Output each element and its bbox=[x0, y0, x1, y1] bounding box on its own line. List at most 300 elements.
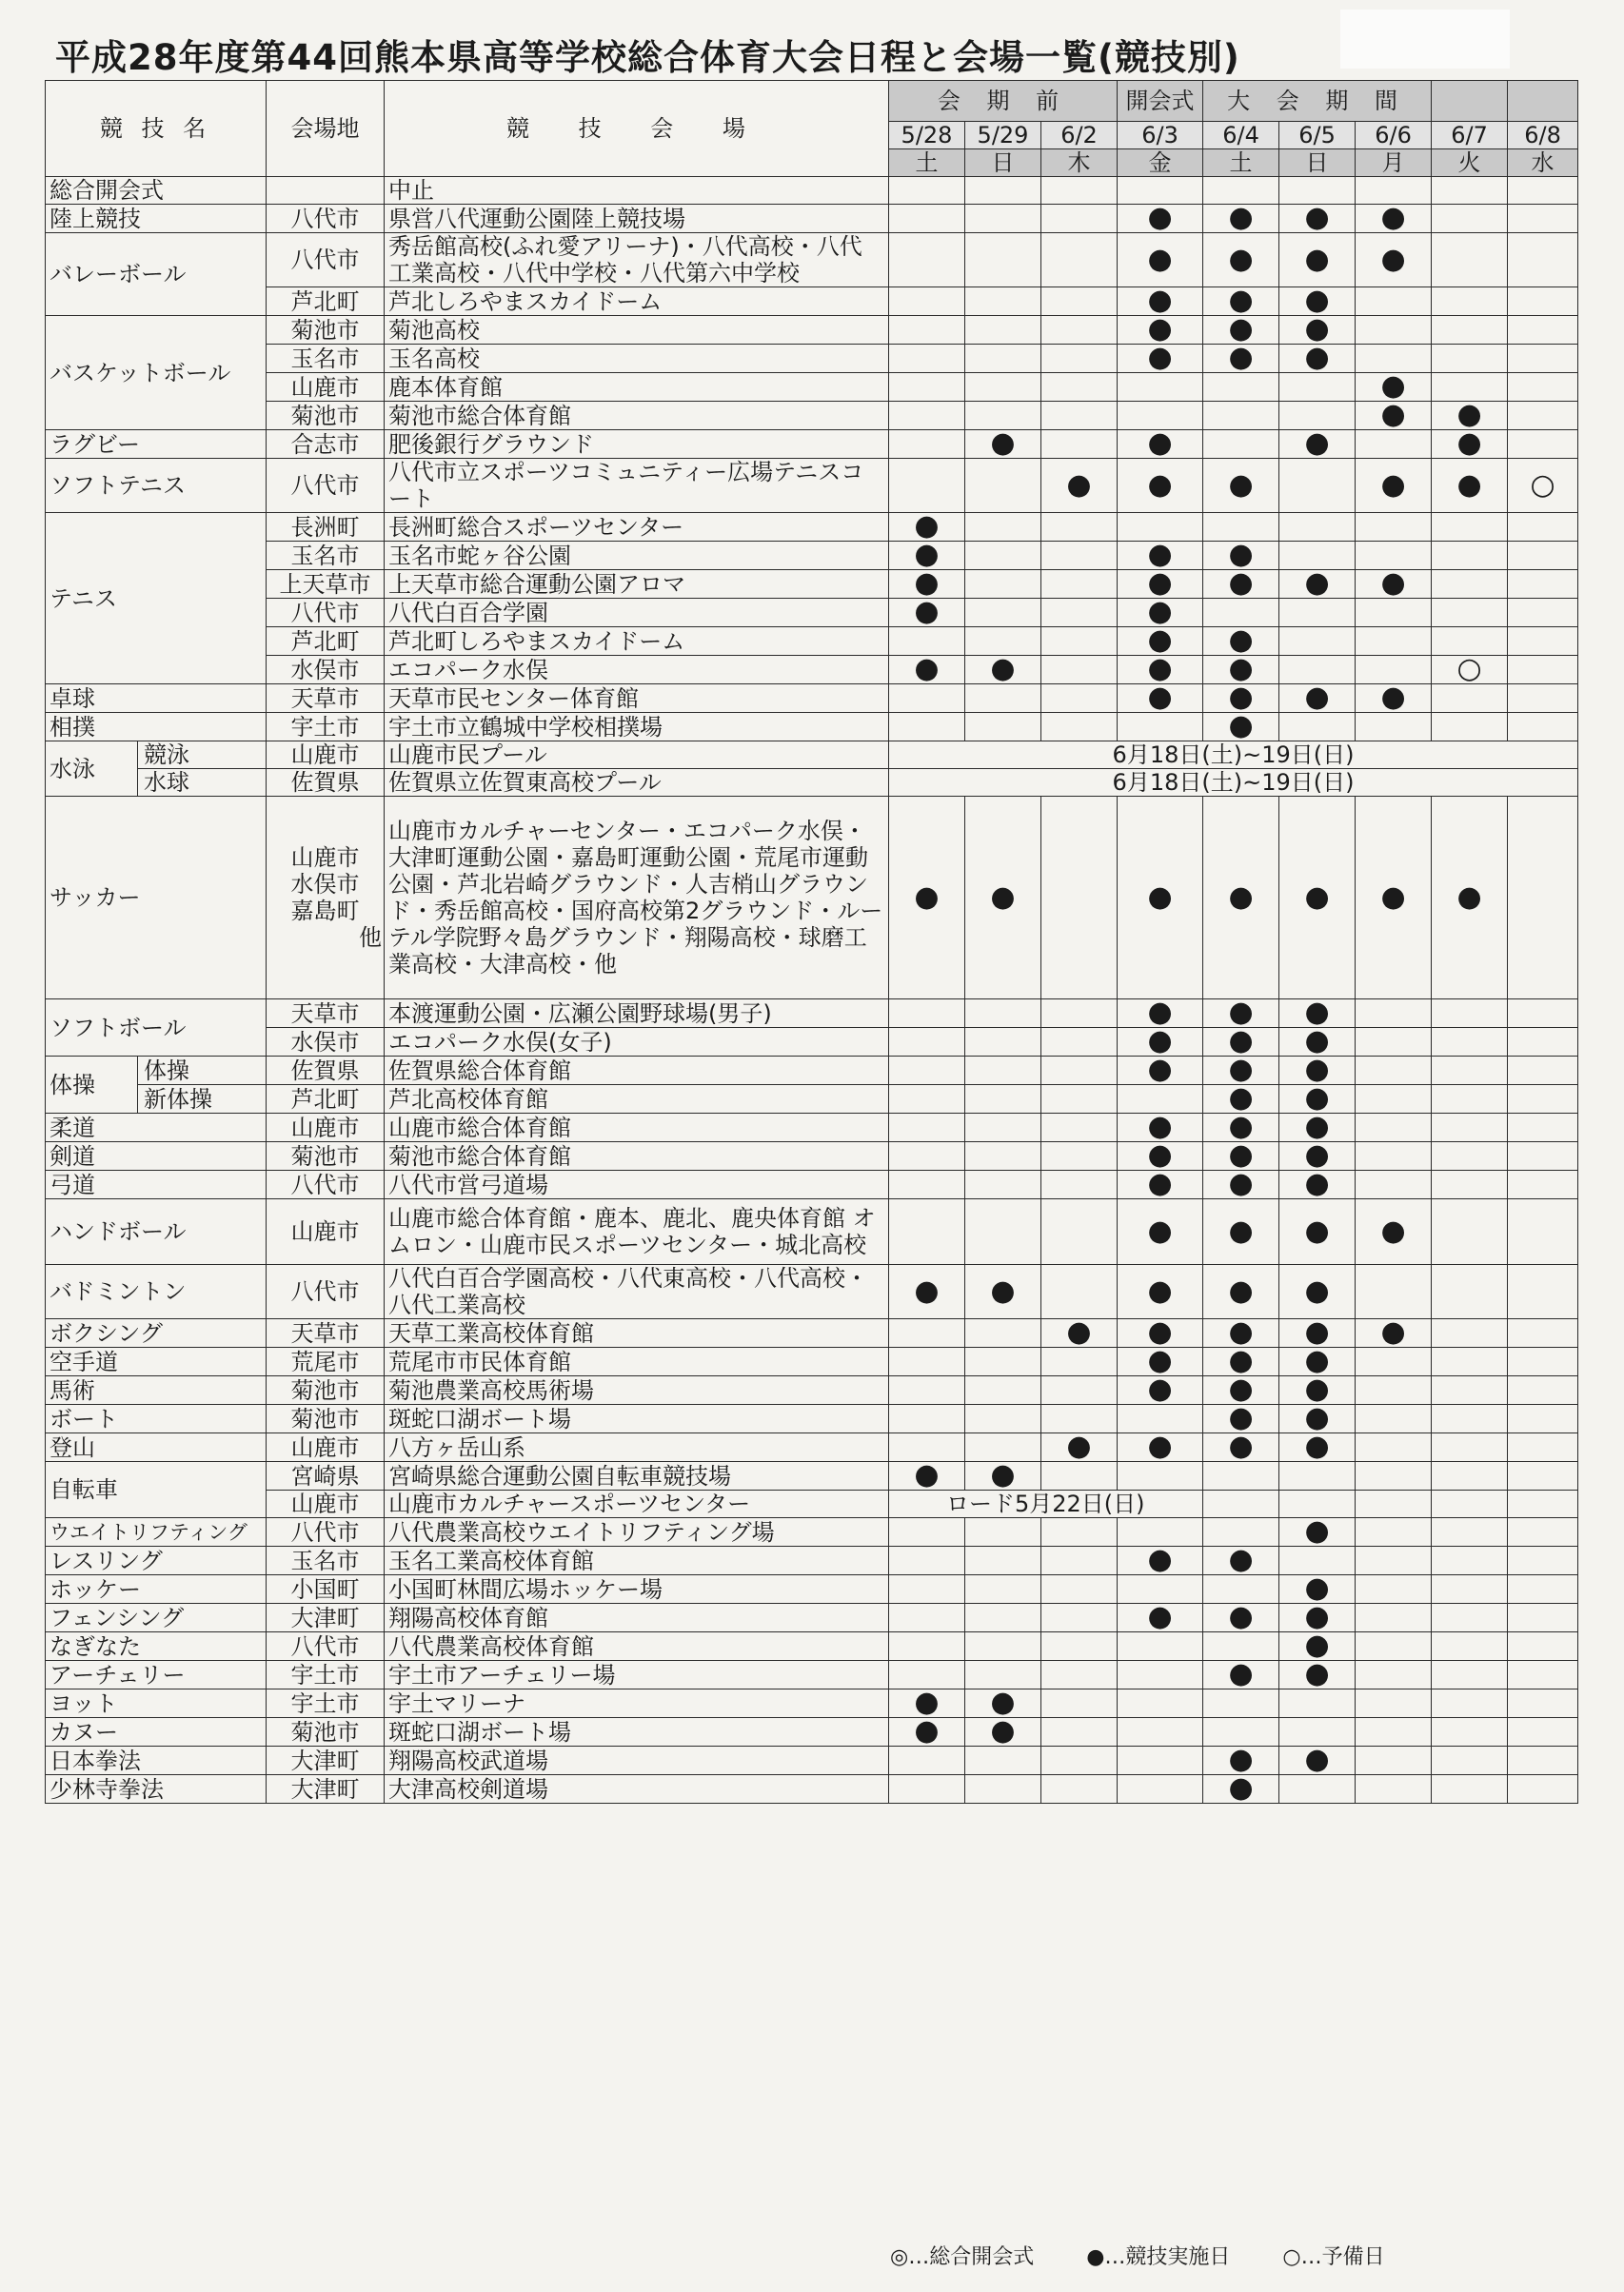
venue-name: 荒尾市市民体育館 bbox=[385, 1348, 889, 1376]
venue-name: 山鹿市カルチャーセンター・エコパーク水俣・大津町運動公園・嘉島町運動公園・荒尾市運動公園・芦北岩崎グラウンド・人吉梢山グラウンド・秀岳館高校・国府高校第2グラウンド・ルーテル学院野々島グラウンド・翔陽高校・球磨工業高校・大津高校・他 bbox=[385, 797, 889, 999]
event-name: 登山 bbox=[46, 1433, 267, 1462]
venue-location: 菊池市 bbox=[267, 1142, 385, 1171]
event-day-mark: ● bbox=[1228, 286, 1254, 316]
header-date: 6/3 bbox=[1118, 122, 1203, 149]
schedule-cell bbox=[1432, 1114, 1508, 1142]
venue-location: 長洲町 bbox=[267, 513, 385, 542]
event-day-mark: ● bbox=[990, 879, 1016, 914]
event-name: ウエイトリフティング bbox=[46, 1518, 267, 1547]
table-row bbox=[46, 627, 1578, 656]
schedule-cell bbox=[965, 1405, 1041, 1433]
schedule-cell bbox=[1203, 287, 1279, 316]
schedule-cell bbox=[1041, 1265, 1118, 1319]
schedule-cell bbox=[1041, 1462, 1118, 1491]
event-day-mark: ● bbox=[1147, 541, 1173, 570]
event-name: 自転車 bbox=[46, 1462, 267, 1518]
event-name: ヨット bbox=[46, 1689, 267, 1718]
band-main: 大 会 期 間 bbox=[1203, 81, 1432, 122]
event-name: 弓道 bbox=[46, 1171, 267, 1199]
schedule-cell bbox=[1279, 1661, 1356, 1689]
event-day-mark: ● bbox=[1304, 1432, 1330, 1462]
schedule-cell bbox=[965, 1028, 1041, 1057]
schedule-cell bbox=[1356, 599, 1432, 627]
schedule-cell bbox=[1203, 430, 1279, 459]
schedule-cell bbox=[1279, 570, 1356, 599]
schedule-cell bbox=[1118, 1604, 1203, 1632]
venue-name: 山鹿市総合体育館 bbox=[385, 1114, 889, 1142]
schedule-cell bbox=[1118, 402, 1203, 430]
schedule-cell bbox=[1508, 1689, 1578, 1718]
venue-name: 小国町林間広場ホッケー場 bbox=[385, 1575, 889, 1604]
header-date: 6/6 bbox=[1356, 122, 1432, 149]
schedule-cell bbox=[1279, 177, 1356, 205]
event-day-mark: ● bbox=[1147, 1546, 1173, 1575]
venue-location: 小国町 bbox=[267, 1575, 385, 1604]
schedule-cell bbox=[889, 713, 965, 741]
table-row bbox=[46, 570, 1578, 599]
schedule-cell bbox=[1203, 713, 1279, 741]
venue-name: 宮崎県総合運動公園自転車競技場 bbox=[385, 1462, 889, 1491]
schedule-cell bbox=[1508, 1718, 1578, 1747]
venue-location: 菊池市 bbox=[267, 402, 385, 430]
event-name: 陸上競技 bbox=[46, 205, 267, 233]
schedule-cell bbox=[1279, 402, 1356, 430]
header-day: 土 bbox=[889, 149, 965, 177]
event-day-mark: ● bbox=[1380, 569, 1406, 599]
schedule-cell bbox=[1118, 287, 1203, 316]
event-day-mark: ● bbox=[1228, 242, 1254, 276]
venue-location: 宇土市 bbox=[267, 1661, 385, 1689]
schedule-cell bbox=[1508, 627, 1578, 656]
schedule-cell bbox=[1118, 656, 1203, 684]
schedule-cell bbox=[1432, 1319, 1508, 1348]
venue-name: 八代市営弓道場 bbox=[385, 1171, 889, 1199]
schedule-cell bbox=[1432, 316, 1508, 345]
schedule-cell bbox=[1041, 1689, 1118, 1718]
header-date: 5/29 bbox=[965, 122, 1041, 149]
schedule-cell bbox=[1041, 459, 1118, 513]
event-day-mark: ● bbox=[1147, 598, 1173, 627]
schedule-cell bbox=[889, 345, 965, 373]
venue-name: 長洲町総合スポーツセンター bbox=[385, 513, 889, 542]
schedule-cell bbox=[1041, 797, 1118, 999]
schedule-cell bbox=[1356, 1171, 1432, 1199]
schedule-cell bbox=[1432, 1028, 1508, 1057]
table-row bbox=[46, 769, 1578, 797]
event-day-mark: ● bbox=[1066, 1432, 1092, 1462]
venue-location: 大津町 bbox=[267, 1747, 385, 1775]
schedule-cell bbox=[965, 1747, 1041, 1775]
venue-name: 山鹿市カルチャースポーツセンター bbox=[385, 1491, 889, 1518]
schedule-cell bbox=[1203, 1775, 1279, 1804]
event-day-mark: ● bbox=[1228, 315, 1254, 345]
legend-held: ●…競技実施日 bbox=[1086, 2245, 1231, 2269]
schedule-cell bbox=[1508, 1114, 1578, 1142]
venue-name: 宇土マリーナ bbox=[385, 1689, 889, 1718]
schedule-cell bbox=[1041, 599, 1118, 627]
schedule-cell bbox=[1118, 1747, 1203, 1775]
schedule-cell bbox=[889, 684, 965, 713]
schedule-cell bbox=[1356, 1547, 1432, 1575]
venue-location: 菊池市 bbox=[267, 1718, 385, 1747]
schedule-cell bbox=[1279, 459, 1356, 513]
schedule-cell bbox=[889, 1575, 965, 1604]
event-day-mark: ● bbox=[1147, 1141, 1173, 1171]
event-day-mark: ● bbox=[1147, 1347, 1173, 1376]
schedule-cell bbox=[1041, 1405, 1118, 1433]
schedule-cell bbox=[1279, 1142, 1356, 1171]
table-row bbox=[46, 1575, 1578, 1604]
table-row bbox=[46, 1547, 1578, 1575]
schedule-cell bbox=[965, 1689, 1041, 1718]
event-day-mark: ● bbox=[1228, 204, 1254, 233]
schedule-cell bbox=[1203, 205, 1279, 233]
header-location: 会場地 bbox=[267, 81, 385, 177]
schedule-cell bbox=[965, 1319, 1041, 1348]
schedule-cell bbox=[1432, 373, 1508, 402]
schedule-cell bbox=[1432, 684, 1508, 713]
event-name: 卓球 bbox=[46, 684, 267, 713]
event-name: 体操 bbox=[46, 1057, 138, 1113]
event-day-mark: ● bbox=[1228, 1214, 1254, 1248]
schedule-cell bbox=[1118, 1085, 1203, 1114]
event-day-mark: ● bbox=[1304, 286, 1330, 316]
schedule-cell bbox=[1356, 1405, 1432, 1433]
schedule-cell bbox=[1432, 656, 1508, 684]
venue-name: 芦北町しろやまスカイドーム bbox=[385, 627, 889, 656]
venue-name: 本渡運動公園・広瀬公園野球場(男子) bbox=[385, 999, 889, 1028]
event-subcategory: 体操 bbox=[138, 1057, 266, 1085]
venue-location: 大津町 bbox=[267, 1775, 385, 1804]
venue-location: 宇土市 bbox=[267, 1689, 385, 1718]
schedule-cell bbox=[1203, 1462, 1279, 1491]
venue-name: エコパーク水俣 bbox=[385, 656, 889, 684]
schedule-cell bbox=[1356, 1348, 1432, 1376]
schedule-cell bbox=[1203, 233, 1279, 287]
venue-location: 芦北町 bbox=[267, 627, 385, 656]
schedule-cell bbox=[1118, 1319, 1203, 1348]
schedule-cell bbox=[1118, 999, 1203, 1028]
event-day-mark: ● bbox=[1147, 429, 1173, 459]
event-day-mark: ● bbox=[1228, 1274, 1254, 1308]
schedule-cell bbox=[965, 1632, 1041, 1661]
event-day-mark: ● bbox=[990, 1717, 1016, 1747]
schedule-cell bbox=[965, 205, 1041, 233]
table-row bbox=[46, 287, 1578, 316]
venue-name: 上天草市総合運動公園アロマ bbox=[385, 570, 889, 599]
schedule-cell bbox=[1118, 627, 1203, 656]
event-day-mark: ● bbox=[1304, 1574, 1330, 1604]
table-row bbox=[46, 797, 1578, 999]
table-row bbox=[46, 1433, 1578, 1462]
venue-name: 鹿本体育館 bbox=[385, 373, 889, 402]
schedule-cell bbox=[889, 1028, 965, 1057]
event-name: ハンドボール bbox=[46, 1199, 267, 1265]
venue-location: 宇土市 bbox=[267, 713, 385, 741]
schedule-cell bbox=[1041, 402, 1118, 430]
schedule-cell bbox=[1118, 599, 1203, 627]
table-row bbox=[46, 205, 1578, 233]
schedule-cell bbox=[1041, 1433, 1118, 1462]
event-day-mark: ● bbox=[1380, 1214, 1406, 1248]
event-day-mark: ● bbox=[1304, 1631, 1330, 1661]
schedule-cell bbox=[1203, 1604, 1279, 1632]
schedule-cell bbox=[1118, 1718, 1203, 1747]
schedule-cell bbox=[1279, 1518, 1356, 1547]
schedule-cell bbox=[1279, 713, 1356, 741]
schedule-cell bbox=[1203, 1433, 1279, 1462]
schedule-cell bbox=[1508, 430, 1578, 459]
schedule-cell bbox=[1279, 1604, 1356, 1632]
schedule-cell bbox=[1041, 430, 1118, 459]
schedule-cell bbox=[1041, 233, 1118, 287]
schedule-cell bbox=[1508, 1575, 1578, 1604]
event-name: ボクシング bbox=[46, 1319, 267, 1348]
schedule-cell bbox=[1508, 1661, 1578, 1689]
venue-name: 佐賀県総合体育館 bbox=[385, 1057, 889, 1085]
schedule-cell bbox=[965, 1114, 1041, 1142]
event-name: ソフトボール bbox=[46, 999, 267, 1057]
schedule-cell bbox=[1508, 513, 1578, 542]
event-day-mark: ● bbox=[1304, 1214, 1330, 1248]
event-name: バドミントン bbox=[46, 1265, 267, 1319]
event-day-mark: ● bbox=[1304, 1056, 1330, 1085]
event-day-mark: ● bbox=[1228, 1546, 1254, 1575]
event-day-mark: ● bbox=[1380, 401, 1406, 430]
schedule-cell bbox=[965, 1348, 1041, 1376]
event-name: バレーボール bbox=[46, 233, 267, 316]
table-row bbox=[46, 684, 1578, 713]
event-day-mark: ● bbox=[1304, 1113, 1330, 1142]
event-day-mark: ● bbox=[1228, 467, 1254, 502]
event-day-mark: ● bbox=[1147, 467, 1173, 502]
schedule-cell bbox=[1041, 1319, 1118, 1348]
schedule-cell bbox=[1118, 1028, 1203, 1057]
header-venue: 競 技 会 場 bbox=[385, 81, 889, 177]
event-day-mark: ● bbox=[1304, 1084, 1330, 1114]
schedule-cell bbox=[1432, 1575, 1508, 1604]
schedule-cell bbox=[1356, 233, 1432, 287]
schedule-cell bbox=[1041, 713, 1118, 741]
schedule-cell bbox=[1432, 430, 1508, 459]
schedule-cell bbox=[1118, 1199, 1203, 1265]
table-row bbox=[46, 1689, 1578, 1718]
schedule-cell bbox=[1279, 627, 1356, 656]
schedule-table bbox=[45, 80, 1578, 1804]
event-name: ソフトテニス bbox=[46, 459, 267, 513]
venue-name: 山鹿市総合体育館・鹿本、鹿北、鹿央体育館 オムロン・山鹿市民スポーツセンター・城北高校 bbox=[385, 1199, 889, 1265]
venue-name: エコパーク水俣(女子) bbox=[385, 1028, 889, 1057]
schedule-cell bbox=[1203, 1171, 1279, 1199]
schedule-cell bbox=[1279, 1057, 1356, 1085]
schedule-cell bbox=[1508, 177, 1578, 205]
schedule-cell bbox=[1118, 542, 1203, 570]
event-day-mark: ● bbox=[1147, 1603, 1173, 1632]
venue-name: 八代農業高校ウエイトリフティング場 bbox=[385, 1518, 889, 1547]
event-day-mark: ● bbox=[1456, 467, 1482, 502]
event-day-mark: ● bbox=[1304, 1404, 1330, 1433]
event-day-mark: ● bbox=[1147, 1170, 1173, 1199]
schedule-cell bbox=[889, 430, 965, 459]
venue-location bbox=[267, 177, 385, 205]
schedule-cell bbox=[1279, 1405, 1356, 1433]
event-day-mark: ● bbox=[1147, 626, 1173, 656]
schedule-cell bbox=[1356, 627, 1432, 656]
schedule-cell bbox=[1203, 1199, 1279, 1265]
schedule-cell bbox=[1432, 713, 1508, 741]
event-day-mark: ● bbox=[1228, 1170, 1254, 1199]
venue-location: 大津町 bbox=[267, 1604, 385, 1632]
event-day-mark: ● bbox=[1304, 1141, 1330, 1171]
venue-location: 上天草市 bbox=[267, 570, 385, 599]
venue-name: 芦北しろやまスカイドーム bbox=[385, 287, 889, 316]
schedule-cell bbox=[1356, 1376, 1432, 1405]
event-day-mark: ● bbox=[1228, 1404, 1254, 1433]
schedule-cell bbox=[1279, 1028, 1356, 1057]
event-day-mark: ● bbox=[1380, 242, 1406, 276]
schedule-cell bbox=[1356, 1142, 1432, 1171]
event-subcategory: 水球 bbox=[144, 769, 189, 796]
schedule-cell bbox=[1432, 627, 1508, 656]
venue-location: 山鹿市 bbox=[267, 373, 385, 402]
schedule-cell bbox=[1203, 513, 1279, 542]
event-day-mark: ● bbox=[1228, 1774, 1254, 1804]
schedule-cell bbox=[1356, 316, 1432, 345]
schedule-cell bbox=[889, 1632, 965, 1661]
schedule-cell bbox=[1432, 1604, 1508, 1632]
schedule-cell bbox=[1432, 542, 1508, 570]
schedule-cell bbox=[1041, 1747, 1118, 1775]
venue-location: 八代市 bbox=[267, 1171, 385, 1199]
schedule-cell bbox=[1508, 1265, 1578, 1319]
schedule-cell bbox=[1203, 542, 1279, 570]
table-row bbox=[46, 1057, 1578, 1085]
schedule-note: 6月18日(土)~19日(日) bbox=[889, 741, 1578, 769]
venue-name: 天草市民センター体育館 bbox=[385, 684, 889, 713]
schedule-cell bbox=[889, 599, 965, 627]
event-day-mark: ● bbox=[1228, 879, 1254, 914]
schedule-cell bbox=[1356, 430, 1432, 459]
event-name bbox=[46, 1057, 267, 1114]
schedule-cell bbox=[1279, 1085, 1356, 1114]
schedule-cell bbox=[1356, 570, 1432, 599]
schedule-cell bbox=[1432, 1689, 1508, 1718]
schedule-cell bbox=[1432, 233, 1508, 287]
schedule-cell bbox=[1432, 1348, 1508, 1376]
schedule-cell bbox=[965, 459, 1041, 513]
schedule-cell bbox=[1508, 1199, 1578, 1265]
event-day-mark: ● bbox=[1456, 401, 1482, 430]
schedule-cell bbox=[965, 1171, 1041, 1199]
venue-name: 菊池高校 bbox=[385, 316, 889, 345]
schedule-cell bbox=[1508, 1028, 1578, 1057]
schedule-cell bbox=[1118, 1405, 1203, 1433]
event-day-mark: ● bbox=[1380, 204, 1406, 233]
schedule-cell bbox=[889, 1689, 965, 1718]
table-row bbox=[46, 430, 1578, 459]
event-day-mark: ● bbox=[914, 655, 940, 684]
schedule-cell bbox=[965, 1775, 1041, 1804]
event-day-mark: ● bbox=[1380, 683, 1406, 713]
schedule-cell bbox=[1508, 1171, 1578, 1199]
venue-location: 八代市 bbox=[267, 1265, 385, 1319]
schedule-cell bbox=[1041, 1604, 1118, 1632]
schedule-cell bbox=[1356, 656, 1432, 684]
schedule-cell bbox=[1356, 1057, 1432, 1085]
event-day-mark: ● bbox=[990, 1274, 1016, 1308]
header-day: 火 bbox=[1432, 149, 1508, 177]
venue-name: 八代白百合学園 bbox=[385, 599, 889, 627]
venue-location: 八代市 bbox=[267, 1632, 385, 1661]
legend bbox=[890, 2241, 1431, 2270]
venue-location: 菊池市 bbox=[267, 316, 385, 345]
schedule-cell bbox=[1508, 1405, 1578, 1433]
schedule-cell bbox=[889, 205, 965, 233]
schedule-cell bbox=[1041, 345, 1118, 373]
event-day-mark: ● bbox=[1228, 655, 1254, 684]
schedule-cell bbox=[965, 656, 1041, 684]
table-row bbox=[46, 1114, 1578, 1142]
schedule-cell bbox=[1118, 1348, 1203, 1376]
table-row bbox=[46, 1775, 1578, 1804]
header-day: 水 bbox=[1508, 149, 1578, 177]
venue-location: 玉名市 bbox=[267, 542, 385, 570]
legend-reserve: ○…予備日 bbox=[1282, 2245, 1385, 2269]
schedule-cell bbox=[1279, 1376, 1356, 1405]
event-day-mark: ● bbox=[990, 429, 1016, 459]
table-row bbox=[46, 177, 1578, 205]
redaction-patch bbox=[1340, 10, 1510, 69]
schedule-cell bbox=[1203, 797, 1279, 999]
schedule-cell bbox=[1508, 684, 1578, 713]
schedule-cell bbox=[1041, 513, 1118, 542]
header-date: 5/28 bbox=[889, 122, 965, 149]
venue-name: 斑蛇口湖ボート場 bbox=[385, 1718, 889, 1747]
schedule-cell bbox=[1432, 1265, 1508, 1319]
event-name: 少林寺拳法 bbox=[46, 1775, 267, 1804]
table-row bbox=[46, 1376, 1578, 1405]
schedule-cell bbox=[1432, 402, 1508, 430]
event-day-mark: ● bbox=[1147, 998, 1173, 1028]
schedule-cell bbox=[1203, 177, 1279, 205]
venue-location: 佐賀県 bbox=[267, 769, 385, 797]
schedule-cell bbox=[889, 542, 965, 570]
schedule-cell bbox=[889, 797, 965, 999]
event-day-mark: ● bbox=[1304, 1170, 1330, 1199]
schedule-cell bbox=[1118, 345, 1203, 373]
schedule-cell bbox=[1203, 1142, 1279, 1171]
event-day-mark: ● bbox=[1304, 204, 1330, 233]
schedule-cell bbox=[1041, 1775, 1118, 1804]
schedule-cell bbox=[1508, 287, 1578, 316]
venue-location: 八代市 bbox=[267, 1518, 385, 1547]
schedule-cell bbox=[965, 599, 1041, 627]
schedule-cell bbox=[1356, 1604, 1432, 1632]
schedule-cell bbox=[1203, 627, 1279, 656]
event-day-mark: ● bbox=[1147, 1214, 1173, 1248]
schedule-cell bbox=[965, 233, 1041, 287]
band-open: 開会式 bbox=[1118, 81, 1203, 122]
schedule-cell bbox=[1118, 1689, 1203, 1718]
schedule-cell bbox=[965, 1604, 1041, 1632]
schedule-cell bbox=[965, 1199, 1041, 1265]
schedule-cell bbox=[1279, 233, 1356, 287]
event-day-mark: ● bbox=[1147, 204, 1173, 233]
event-day-mark: ● bbox=[1228, 541, 1254, 570]
schedule-cell bbox=[1508, 1319, 1578, 1348]
schedule-cell bbox=[1508, 373, 1578, 402]
table-row bbox=[46, 1405, 1578, 1433]
